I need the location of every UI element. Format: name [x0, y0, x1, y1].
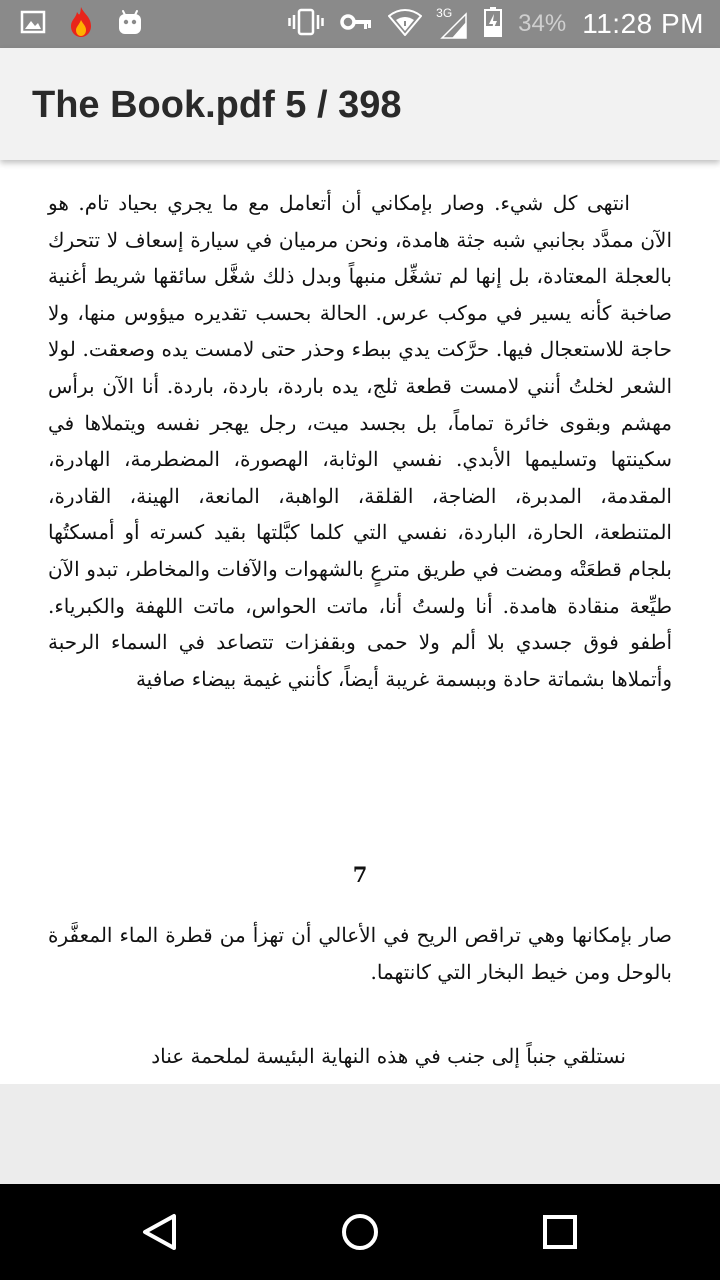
- home-icon: [336, 1208, 384, 1256]
- document-paragraph: نستلقي جنباً إلى جنب في هذه النهاية البئيسة لملحمة عناد: [151, 1044, 626, 1068]
- battery-percent: 34%: [518, 10, 567, 37]
- recents-icon: [536, 1208, 584, 1256]
- back-icon: [136, 1208, 184, 1256]
- signal-icon: [438, 8, 468, 40]
- document-paragraph: انتهى كل شيء. وصار بإمكاني أن أتعامل مع ما يجري بحياد تام. هو الآن ممدَّد بجانبي شبه جثة هامدة، ونحن مرميان في سيارة إسعاف لا تتحرك بالعجلة المعتادة، بل إنها لم تشغِّل منبهاً وبدل ذلك شغَّل سائقها شريط أغنية صاخبة كأنه يسير في موكب عرس. الحالة بحسب تقديره ميؤوس منها، ولا حاجة للاستعجال فيها. حرَّكت يدي ببطء وحذر حتى لامست يده وصعقت. لولا الشعر لخلتُ أنني لامست قطعة ثلج، يده باردة، باردة، باردة. أنا الآن برأس مهشم وبقوى خائرة تماماً، بل بجسد ميت، رجل يهجر نفسه ويتملاها في سكينتها وتسليمها الأبدي. نفسي الوثابة، الهصورة، المضطرمة، الهادرة، المقدمة، المدبرة، الضاجة، القلقة، الواهبة، المانعة، الهينة، القادرة، المتنطعة، الحارة، الباردة، نفسي التي كلما كبَّلتها بقيد كسرته أو أمسكتُها بلجام قطعَتْه ومضت في طريق مترعٍ بالشهوات والآفات والمخاطر، تبدو الآن طيِّعة منقادة هامدة. أنا ولستُ أنا، ماتت الحواس، ماتت اللهفة والكبرياء. أطفو فوق جسدي بلا ألم ولا حمى وبقفزات تتصاعد في السماء الرحبة وأتملاها بشماتة حادة وببسمة غريبة أيضاً، كأنني غيمة بيضاء صافية: [48, 191, 672, 691]
- app-bar: [0, 48, 720, 160]
- network-type-label: 3G: [436, 6, 453, 20]
- status-bar-system: [288, 0, 704, 48]
- vibrate-icon: [288, 8, 324, 40]
- flame-icon: [68, 6, 94, 42]
- key-icon: [340, 12, 372, 36]
- android-icon: [116, 8, 144, 40]
- battery-icon: [484, 7, 502, 41]
- image-icon: [20, 9, 46, 39]
- page-title: The Book.pdf 5 / 398: [32, 84, 402, 126]
- status-bar-notifications: [20, 8, 144, 40]
- navigation-bar: [0, 1184, 720, 1280]
- home-button[interactable]: [336, 1208, 384, 1256]
- clock: 11:28 PM: [582, 8, 704, 39]
- recents-button[interactable]: [536, 1208, 584, 1256]
- status-bar: [0, 0, 720, 48]
- back-button[interactable]: [136, 1208, 184, 1256]
- document-paragraph: صار بإمكانها وهي تراقص الريح في الأعالي أن تهزأ من قطرة الماء المعفَّرة بالوحل ومن خيط البخار التي كانتهما.: [48, 923, 672, 984]
- wifi-icon: [388, 8, 422, 40]
- pdf-page[interactable]: [0, 160, 720, 1084]
- page-number: 7: [352, 862, 368, 887]
